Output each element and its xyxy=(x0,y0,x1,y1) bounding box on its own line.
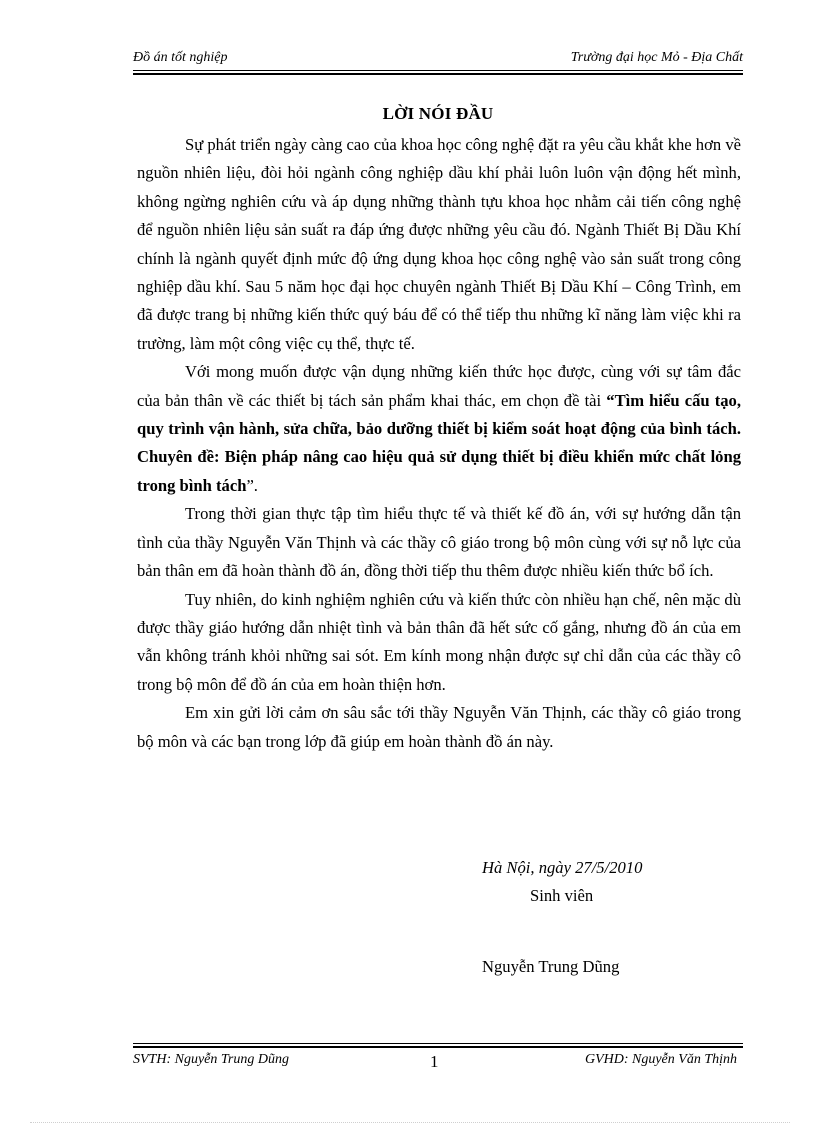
page-number: 1 xyxy=(430,1052,439,1071)
paragraph-1: Sự phát triển ngày càng cao của khoa học công nghệ đặt ra yêu cầu khắt khe hơn về nguồn nhiên liệu, đòi hỏi ngành công nghiệp dầu khí phải luôn luôn vận động hết mình, không ngừng nghiên cứu và áp dụng những thành tựu khoa học nhằm cải tiến công nghệ để nguồn nhiên liệu sản suất ra đáp ứng được những yêu cầu đó. Ngành Thiết Bị Dầu Khí chính là ngành quyết định mức độ ứng dụng khoa học công nghệ vào sản suất trong công nghiệp dầu khí. Sau 5 năm học đại học chuyên ngành Thiết Bị Dầu Khí – Công Trình, em đã được trang bị những kiến thức quý báu để có thể tiếp thu những kĩ năng làm việc khi ra trường, làm một công việc cụ thể, thực tế. xyxy=(137,135,741,353)
signature-role: Sinh viên xyxy=(530,886,594,905)
signature-block xyxy=(470,854,700,981)
page-title: LỜI NÓI ĐẦU xyxy=(382,104,494,123)
paragraph-2 xyxy=(137,358,741,500)
page-header xyxy=(133,48,743,70)
paragraph-5: Em xin gửi lời cảm ơn sâu sắc tới thầy Nguyễn Văn Thịnh, các thầy cô giáo trong bộ môn và các bạn trong lớp đã giúp em hoàn thành đồ án này. xyxy=(137,703,741,751)
page-footer xyxy=(133,1050,743,1074)
footer-student: SVTH: Nguyễn Trung Dũng xyxy=(133,1052,289,1067)
paragraph-4: Tuy nhiên, do kinh nghiệm nghiên cứu và kiến thức còn nhiều hạn chế, nên mặc dù được thầy giáo hướng dẫn nhiệt tình và bản thân đã hết sức cố gắng, nhưng đồ án của em vẫn không tránh khỏi những sai sót. Em kính mong nhận được sự chỉ dẫn của các thầy cô trong bộ môn để đồ án của em hoàn thiện hơn. xyxy=(137,589,741,694)
signature-place-date: Hà Nội, ngày 27/5/2010 xyxy=(482,858,643,877)
header-university: Trường đại học Mỏ - Địa Chất xyxy=(570,50,743,65)
thesis-topic: “Tìm hiểu cấu tạo, quy trình vận hành, sửa chữa, bảo dưỡng thiết bị kiểm soát hoạt động của bình tách. Chuyên đề: Biện pháp nâng cao hiệu quả sử dụng thiết bị điều khiển mức chất lỏng trong bình tách xyxy=(137,390,741,495)
paragraph-2-end: ”. xyxy=(246,475,258,495)
header-document-type: Đồ án tốt nghiệp xyxy=(133,50,228,65)
paragraph-2-intro: Với mong muốn được vận dụng những kiến thức học được, cùng với sự tâm đắc của bản thân về các thiết bị tách sản phẩm khai thác, em chọn đề tài xyxy=(137,362,741,410)
document-body xyxy=(137,131,741,756)
footer-divider xyxy=(133,1043,743,1048)
header-divider xyxy=(133,70,743,75)
footer-advisor: GVHD: Nguyễn Văn Thịnh xyxy=(584,1052,737,1067)
paragraph-3: Trong thời gian thực tập tìm hiểu thực tế và thiết kế đồ án, với sự hướng dẫn tận tình của thầy Nguyễn Văn Thịnh và các thầy cô giáo trong bộ môn cùng với sự nỗ lực của bản thân em đã hoàn thành đồ án, đồng thời tiếp thu thêm được nhiều kiến thức bổ ích. xyxy=(137,504,741,581)
signature-name: Nguyễn Trung Dũng xyxy=(482,957,620,976)
